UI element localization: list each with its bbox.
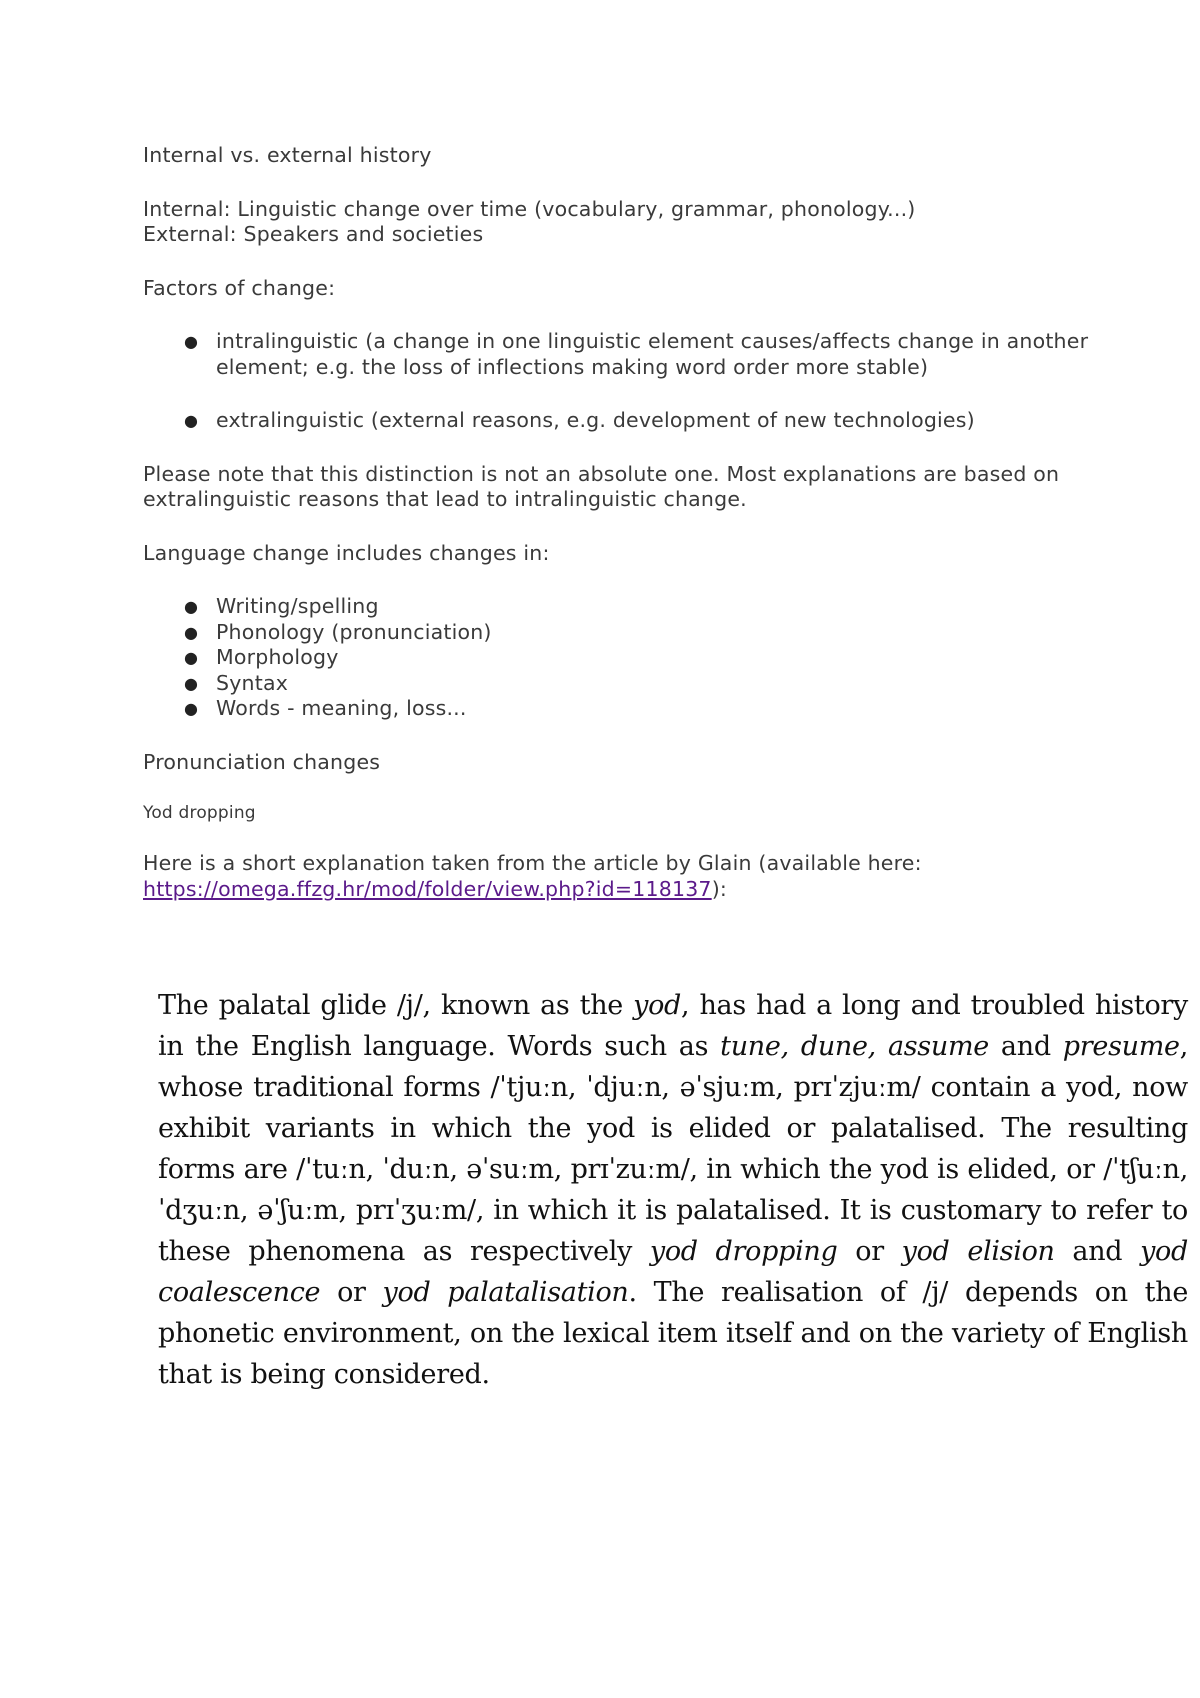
quote-italic: yod — [633, 990, 682, 1021]
bullet-icon: ● — [184, 622, 199, 642]
quoted-excerpt — [158, 985, 1188, 1395]
quote-text: The palatal glide /j/, known as the — [158, 990, 634, 1021]
list-item — [143, 594, 1096, 620]
changes-heading: Language change includes changes in: — [143, 540, 550, 565]
factors-list-2 — [143, 408, 1103, 434]
note-paragraph: Please note that this distinction is not an absolute one. Most explanations are based on extralinguistic reasons that lead to intralinguistic change. — [143, 461, 1060, 511]
internal-definition: Internal: Linguistic change over time (vocabulary, grammar, phonology...) — [143, 196, 916, 221]
list-item-text: Syntax — [216, 670, 289, 695]
bullet-icon: ● — [184, 597, 199, 616]
article-link[interactable]: https://omega.ffzg.hr/mod/folder/view.php?id=118137 — [143, 876, 712, 901]
quote-italic: yod dropping — [649, 1236, 838, 1267]
quote-text: and — [988, 1031, 1063, 1062]
intro-paragraph — [143, 851, 1103, 902]
intro-end: ): — [711, 876, 727, 901]
pronunciation-heading: Pronunciation changes — [143, 749, 381, 774]
list-item — [143, 329, 1096, 380]
bullet-icon: ● — [184, 332, 199, 351]
intro-text: Here is a short explanation taken from the article by Glain (available here: — [143, 851, 922, 875]
list-item-text: Writing/spelling — [216, 594, 379, 618]
quote-italic: tune, dune, assume — [720, 1031, 989, 1062]
bullet-icon: ● — [184, 648, 199, 667]
external-definition: External: Speakers and societies — [143, 222, 484, 246]
bullet-icon: ● — [184, 411, 199, 430]
list-item — [143, 645, 1096, 671]
bullet-icon: ● — [184, 699, 199, 718]
factors-list — [143, 329, 1103, 380]
quote-text: or — [837, 1236, 902, 1267]
page-heading: Internal vs. external history — [143, 143, 432, 167]
quote-text: , whose traditional forms /ˈtjuːn, ˈdjuːn, əˈsjuːm, prɪˈzjuːm/ contain a yod, now exhibit variants in which the yod is elided or palatalised. The resulting forms are /ˈtuːn, ˈduːn, əˈsuːm, prɪˈzuːm/, in which the yod is elided, or /ˈtʃuːn, ˈdʒuːn, əˈʃuːm, prɪˈʒuːm/, in which it is palatalised. It is customary to refer to these phenomena as respectively — [158, 1031, 1188, 1267]
list-item — [143, 696, 1096, 722]
factors-heading: Factors of change: — [143, 275, 336, 300]
document-body — [143, 143, 1103, 902]
quote-italic: yod palatalisation — [382, 1277, 629, 1308]
changes-list — [143, 594, 1103, 722]
quote-text: or — [320, 1277, 383, 1308]
bullet-icon: ● — [184, 673, 199, 693]
quote-italic: yod coalescence — [158, 1236, 1188, 1308]
quote-text: , has had a long and troubled history in the English language. Words such as — [158, 990, 1188, 1062]
quote-italic: presume — [1062, 1031, 1180, 1062]
list-item — [143, 408, 1096, 434]
list-item-text: Morphology — [216, 645, 339, 669]
list-item — [143, 620, 1096, 646]
yod-heading: Yod dropping — [143, 803, 256, 823]
quote-italic: yod elision — [901, 1236, 1055, 1267]
quote-text: . The realisation of /j/ depends on the phonetic environment, on the lexical item itself and on the variety of English that is being considered. — [158, 1277, 1188, 1390]
list-item-text: Phonology (pronunciation) — [216, 619, 492, 644]
list-item-text: Words - meaning, loss... — [216, 696, 467, 720]
quote-text: and — [1054, 1236, 1141, 1267]
list-item — [143, 671, 1096, 697]
list-item-text: extralinguistic (external reasons, e.g. development of new technologies) — [216, 408, 975, 432]
list-item-text: intralinguistic (a change in one linguistic element causes/affects change in another element; e.g. the loss of inflections making word order more stable) — [216, 329, 1089, 379]
